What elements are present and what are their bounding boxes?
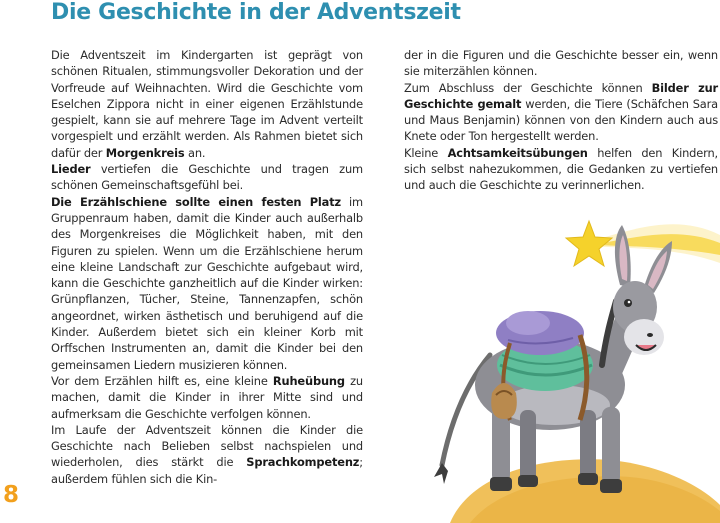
text-column-right xyxy=(404,47,718,194)
bold-text: Lieder xyxy=(51,162,91,177)
donkey-illustration xyxy=(430,215,720,523)
text: Vor dem Erzählen hilft es, eine kleine xyxy=(51,373,273,388)
page-number: 8 xyxy=(3,482,20,508)
paragraph-bilder xyxy=(404,80,718,145)
page-title: Die Geschichte in der Adventszeit xyxy=(51,0,461,25)
bold-text: Bilder zur Geschichte gemalt xyxy=(404,80,718,111)
text: an. xyxy=(184,145,206,160)
text: Im Laufe der Adventszeit können die Kinder die Geschichte nach Belieben selbst nachspielen und wiederholen, dies stärkt die xyxy=(51,422,363,470)
bold-text: Ruheübung xyxy=(272,373,345,388)
text: der in die Figuren und die Geschichte besser ein, wenn sie miterzählen können. xyxy=(404,48,718,79)
bold-text: Sprachkompetenz xyxy=(246,455,360,470)
donkey-figure xyxy=(434,225,672,493)
bold-text: Morgenkreis xyxy=(105,145,185,160)
text: werden, die Tiere (Schäfchen Sara und Maus Benjamin) können von den Kindern auch aus Knete oder Ton hergestellt werden. xyxy=(404,96,718,144)
text: ; außerdem fühlen sich die Kin- xyxy=(51,455,363,486)
text: vertiefen die Geschichte und tragen zum schönen Gemeinschaftsgefühl bei. xyxy=(51,162,363,193)
paragraph-erzaehlschiene xyxy=(51,194,363,373)
paragraph-ruheuebung xyxy=(51,373,363,422)
paragraph-continuation xyxy=(404,47,718,80)
paragraph-lieder xyxy=(51,161,363,194)
text: im Gruppenraum haben, damit die Kinder auch außerhalb des Morgenkreises die Möglichkeit haben, mit den Figuren zu spielen. Wenn um die Erzählschiene herum eine kleine Landschaft zur Geschichte aufgebaut wird, kann die Geschichte ganzheitlich auf die Kinder wirken: Grünpflanzen, Tücher, Steine, Tannenzapfen, schön angeordnet, wirken ästhetisch und beruhigend auf die Kinder. Außerdem bietet sich ein kleiner Korb mit Orffschen Instrumenten an, damit die Kinder bei den gemeinsamen Liedern musizieren können. xyxy=(51,194,363,372)
text: helfen den Kindern, sich selbst nahezukommen, die Gedanken zu vertiefen und auch die Geschichte zu verinnerlichen. xyxy=(404,145,718,193)
shooting-star-icon xyxy=(566,221,720,266)
text: zu machen, damit die Kinder in ihrer Mitte sind und aufmerksam die Geschichte verfolgen können. xyxy=(51,373,363,421)
text: Kleine xyxy=(404,145,448,160)
bold-text: Die Erzählschiene sollte einen festen Platz xyxy=(51,194,341,209)
bold-text: Achtsamkeitsübungen xyxy=(447,145,588,160)
text-column-left xyxy=(51,47,363,487)
paragraph-achtsamkeit xyxy=(404,145,718,194)
text: Die Adventszeit im Kindergarten ist geprägt von schönen Ritualen, stimmungsvoller Dekoration und der Vorfreude auf Weihnachten. Wird die Geschichte vom Eselchen Zippora nicht in einer eigenen Erzählstunde gespielt, kann sie auf mehrere Tage im Advent verteilt vorgespielt und erzählt werden. Als Rahmen bietet sich dafür der xyxy=(51,48,363,160)
paragraph-sprachkompetenz xyxy=(51,422,363,487)
text: Zum Abschluss der Geschichte können xyxy=(404,80,652,95)
paragraph-intro xyxy=(51,47,363,161)
